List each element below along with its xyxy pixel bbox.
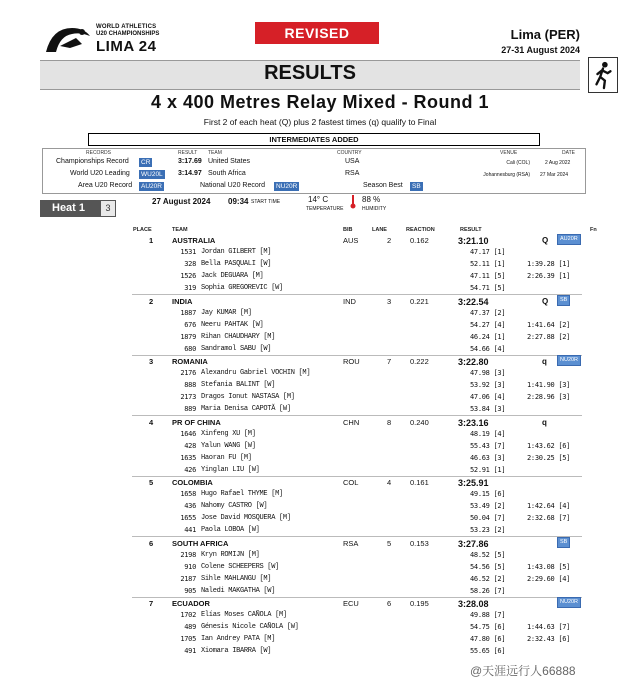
qualification-mark: Q [542,236,549,245]
results-title: RESULTS [264,62,356,84]
row-separator [132,597,582,598]
leg-split: 46.52 [2] [470,574,506,583]
col-lane: LANE [372,227,387,233]
team-reaction: 0.222 [410,357,429,366]
record-tag: CR [141,159,151,166]
athlete-name: Stefania BALINT [W] [201,381,276,389]
leg-split: 47.11 [5] [470,272,506,280]
athlete-bib: 910 [184,562,196,571]
team-lane: 3 [387,296,392,306]
leg-split: 53.92 [3] [470,381,506,389]
athlete-bib: 426 [184,465,196,474]
humidity-value: 88 % [362,195,381,204]
leg-split: 54.56 [5] [470,562,506,571]
cumulative-split: 2:32.43 [6] [527,635,571,643]
team-lane: 5 [387,538,392,548]
athlete-name: Ian Andrey PATA [M] [201,635,276,643]
leg-split: 53.49 [2] [470,502,506,510]
athlete-name: Jordan GILBERT [M] [201,248,272,256]
record-badge: AU20R [557,234,581,245]
athlete-name: Jay KUMAR [M] [201,308,252,317]
heat-start-time: 09:34 [228,197,249,206]
logo-text-line2: U20 CHAMPIONSHIPS [96,31,160,37]
leg-split: 46.63 [3] [470,453,506,462]
cumulative-split: 2:28.96 [3] [527,393,571,401]
cumulative-split: 2:32.68 [7] [527,514,571,522]
athlete-name: Nahomy CASTRO [W] [201,502,268,510]
team-result: 3:22.80 [458,357,489,367]
athlete-name: Kryn ROMIJN [M] [201,550,260,559]
team-name: INDIA [172,296,193,306]
heat-label: Heat 1 [40,200,116,217]
leg-split: 48.19 [4] [470,429,506,438]
row-separator [132,415,582,416]
row-separator [132,294,582,295]
cumulative-split: 2:26.39 [1] [527,272,571,280]
leg-split: 52.91 [1] [470,465,506,474]
athlete-bib: 1887 [180,308,196,317]
record-badge: SB [557,537,570,548]
row-separator [132,476,582,477]
team-lane: 4 [387,478,392,487]
cumulative-split: 1:41.90 [3] [527,381,571,389]
heat-number: 3 [100,200,116,217]
col-reaction: REACTION [406,227,435,233]
leg-split: 47.17 [1] [470,248,506,256]
dates-label: 27-31 August 2024 [501,45,580,55]
athlete-bib: 1658 [180,490,196,498]
team-lane: 7 [387,357,392,366]
record-country: RSA [345,170,360,177]
cumulative-split: 1:39.28 [1] [527,260,571,268]
team-place: 3 [149,357,154,366]
col-team: TEAM [172,227,188,233]
athlete-name: Yalun WANG [W] [201,441,256,450]
athlete-name: Sandramol SABU [W] [201,344,272,353]
athlete-bib: 441 [184,526,196,534]
athlete-name: Neeru PAHTAK [W] [201,320,264,329]
cumulative-split: 1:44.63 [7] [527,623,571,631]
team-lane: 8 [387,417,392,427]
watermark: @天涯远行人66888 [470,664,576,678]
team-result: 3:23.16 [458,417,489,428]
event-title: 4 x 400 Metres Relay Mixed - Round 1 [150,92,490,112]
athlete-bib: 489 [184,623,196,631]
leg-split: 49.15 [6] [470,490,506,498]
leg-split: 53.84 [3] [470,405,506,413]
athlete-name: Hugo Rafael THYME [M] [201,490,283,498]
leg-split: 47.80 [6] [470,635,506,643]
athlete-name: Sihle MAHLANGU [M] [201,574,272,583]
team-name: PR OF CHINA [172,417,221,427]
athlete-bib: 2173 [180,393,196,401]
record-badge: NU20R [557,597,581,608]
leg-split: 54.66 [4] [470,344,506,353]
record-badge: SB [557,295,570,306]
athlete-bib: 888 [184,381,196,389]
athlete-name: Bella PASQUALI [W] [201,260,272,268]
team-result: 3:28.08 [458,599,489,609]
record-team: South Africa [208,170,246,177]
record-venue: Cali (COL) [506,160,530,166]
athlete-name: Haoran FU [M] [201,453,252,462]
athlete-name: Jose David MOSQUERA [M] [201,514,291,522]
athlete-bib: 1635 [180,453,196,462]
cumulative-split: 1:43.62 [6] [527,441,571,450]
cumulative-split: 1:43.08 [5] [527,562,571,571]
record-legend-tag: SB [412,183,421,190]
record-date: 27 Mar 2024 [540,172,569,178]
record-tag: WU20L [141,171,163,178]
athlete-bib: 676 [184,320,196,329]
humidity-label: HUMIDITY [362,206,387,212]
athlete-bib: 328 [184,260,196,268]
record-venue: Johannesburg (RSA) [483,172,530,178]
row-separator [132,355,582,356]
record-legend-label: Season Best [363,182,403,189]
venue-label: Lima (PER) [510,27,580,42]
record-label: Championships Record [56,158,129,165]
team-place: 5 [149,478,154,487]
team-reaction: 0.221 [410,296,429,306]
team-result: 3:22.54 [458,296,489,307]
athlete-bib: 1646 [180,429,196,438]
athlete-bib: 1702 [180,611,196,619]
team-result: 3:21.10 [458,236,489,246]
athlete-bib: 2176 [180,369,196,377]
revised-banner: REVISED [255,22,379,44]
athlete-name: Jack DEGUARA [M] [201,272,264,280]
leg-split: 48.52 [5] [470,550,506,559]
record-legend-tag: NU20R [276,183,298,190]
athlete-bib: 680 [184,344,196,353]
team-reaction: 0.240 [410,417,429,427]
team-place: 4 [149,417,154,427]
team-place: 1 [149,236,154,245]
team-name: COLOMBIA [172,478,213,487]
record-legend-label: Area U20 Record [78,182,133,189]
athlete-bib: 428 [184,441,196,450]
athlete-name: Alexandru Gabriel VOCHIN [M] [201,369,311,377]
records-team-header: TEAM [208,150,222,156]
team-lane: 6 [387,599,392,608]
team-country: CHN [343,417,360,427]
athlete-bib: 889 [184,405,196,413]
team-result: 3:27.86 [458,538,489,549]
leg-split: 47.37 [2] [470,308,506,317]
record-label: World U20 Leading [70,170,130,177]
leg-split: 55.43 [7] [470,441,506,450]
leg-split: 46.24 [1] [470,332,506,341]
leg-split: 54.71 [5] [470,284,506,292]
heat-date: 27 August 2024 [152,197,211,206]
athlete-name: Sophia GREGOREVIC [W] [201,284,283,292]
athlete-name: Colene SCHEEPERS [W] [201,562,280,571]
qualification-mark: q [542,357,547,366]
cumulative-split: 2:29.60 [4] [527,574,571,583]
cumulative-split: 2:27.88 [2] [527,332,571,341]
row-separator [132,536,582,537]
athlete-name: Dragos Ionut NASTASA [M] [201,393,295,401]
athlete-bib: 1531 [180,248,196,256]
team-reaction: 0.153 [410,538,429,548]
team-country: RSA [343,538,359,548]
records-header: RECORDS [86,150,112,156]
col-bib: BIB [343,227,353,233]
athlete-bib: 319 [184,284,196,292]
team-country: IND [343,296,356,306]
records-venue-header: VENUE [500,150,518,156]
team-reaction: 0.162 [410,236,429,245]
team-name: AUSTRALIA [172,236,216,245]
leg-split: 58.26 [7] [470,586,506,595]
lima24-logo [42,22,94,58]
team-country: AUS [343,236,359,245]
athlete-bib: 491 [184,647,196,655]
records-country-header: COUNTRY [337,150,362,156]
leg-split: 47.06 [4] [470,393,506,401]
records-result-header: RESULT [178,150,198,156]
athlete-bib: 1879 [180,332,196,341]
athlete-name: Yinglan LIU [W] [201,465,260,474]
qualification-mark: q [542,417,547,427]
records-date-header: DATE [562,150,575,156]
cumulative-split: 1:42.64 [4] [527,502,571,510]
leg-split: 53.23 [2] [470,526,506,534]
leg-split: 50.04 [7] [470,514,506,522]
leg-split: 54.27 [4] [470,320,506,329]
athlete-name: Génesis Nicole CAÑOLA [W] [201,623,299,631]
cumulative-split: 1:41.64 [2] [527,320,571,329]
team-result: 3:25.91 [458,478,489,488]
thermometer-icon [350,195,356,209]
record-legend-label: National U20 Record [200,182,265,189]
team-lane: 2 [387,236,392,245]
athlete-name: Rihan CHAUDHARY [M] [201,332,276,341]
athlete-name: Maria Denisa CAPOTĂ [W] [201,405,291,413]
athlete-name: Paola LOBOA [W] [201,526,260,534]
record-team: United States [208,158,251,165]
runner-icon [588,57,618,93]
logo-text-line3: LIMA 24 [96,38,157,55]
athlete-bib: 436 [184,502,196,510]
record-date: 2 Aug 2022 [545,160,571,166]
leg-split: 52.11 [1] [470,260,506,268]
athlete-bib: 2187 [180,574,196,583]
athlete-bib: 1526 [180,272,196,280]
record-result: 3:14.97 [178,170,202,177]
col-fn: Fn [590,227,597,233]
team-reaction: 0.161 [410,478,429,487]
temperature-label: TEMPERATURE [306,206,344,212]
temperature-value: 14° C [308,195,329,204]
team-place: 7 [149,599,154,608]
athlete-bib: 1705 [180,635,196,643]
athlete-name: Xiomara IBARRA [W] [201,647,272,655]
team-country: ECU [343,599,359,608]
qualification-mark: Q [542,296,549,306]
athlete-name: Naledi MAKGATHA [W] [201,586,276,595]
intermediates-notice: INTERMEDIATES ADDED [88,133,540,146]
logo-text-line1: WORLD ATHLETICS [96,24,157,30]
athlete-bib: 1655 [180,514,196,522]
start-time-label: START TIME [251,199,281,205]
leg-split: 55.65 [6] [470,647,506,655]
cumulative-split: 2:30.25 [5] [527,453,571,462]
record-badge: NU20R [557,355,581,366]
team-name: ROMANIA [172,357,208,366]
col-place: PLACE [133,227,152,233]
record-result: 3:17.69 [178,158,202,165]
qualification-note: First 2 of each heat (Q) plus 2 fastest times (q) qualify to Final [203,117,437,127]
col-result: RESULT [460,227,482,233]
athlete-bib: 905 [184,586,196,595]
team-name: SOUTH AFRICA [172,538,229,548]
team-country: ROU [343,357,360,366]
team-place: 2 [149,296,154,306]
athlete-bib: 2198 [180,550,196,559]
record-legend-tag: AU20R [141,183,162,190]
athlete-name: Elías Moses CAÑOLA [M] [201,611,287,619]
leg-split: 54.75 [6] [470,623,506,631]
leg-split: 49.88 [7] [470,611,506,619]
team-reaction: 0.195 [410,599,429,608]
leg-split: 47.98 [3] [470,369,506,377]
team-country: COL [343,478,359,487]
team-name: ECUADOR [172,599,210,608]
athlete-name: Xinfeng XU [M] [201,429,256,438]
record-country: USA [345,158,360,165]
team-place: 6 [149,538,154,548]
